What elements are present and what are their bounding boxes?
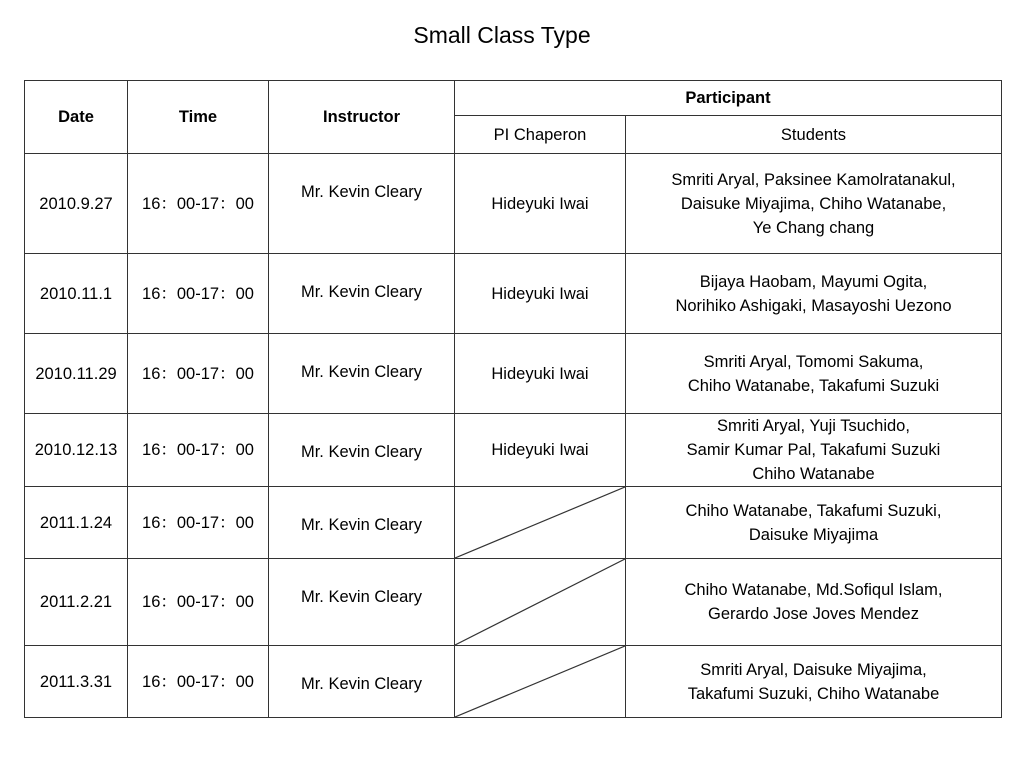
table-row [25,154,1002,254]
instructor-cell: Mr. Kevin Cleary [269,559,455,646]
time-cell: 16：00-17：00 [128,559,269,646]
student-line: Chiho Watanabe, Md.Sofiqul Islam, [684,581,943,599]
instructor-cell: Mr. Kevin Cleary [269,154,455,254]
header-instructor: Instructor [269,81,455,154]
time-cell: 16：00-17：00 [128,646,269,718]
date-cell: 2011.1.24 [25,487,128,559]
time-cell: 16：00-17：00 [128,414,269,487]
diagonal-slash-icon [455,487,625,558]
schedule-rows [25,154,1002,718]
students-cell [626,254,1002,334]
students-cell [626,414,1002,487]
student-line: Smriti Aryal, Paksinee Kamolratanakul, [671,170,956,189]
time-cell: 16：00-17：00 [128,254,269,334]
students-cell [626,334,1002,414]
instructor-cell: Mr. Kevin Cleary [269,334,455,414]
student-line: Chiho Watanabe [752,465,875,483]
instructor-cell: Mr. Kevin Cleary [269,414,455,487]
student-line: Norihiko Ashigaki, Masayoshi Uezono [675,296,952,315]
chaperon-cell: Hideyuki Iwai [455,154,626,254]
instructor-cell: Mr. Kevin Cleary [269,646,455,718]
students-cell [626,154,1002,254]
table-row [25,487,1002,559]
table-row [25,334,1002,414]
student-line: Chiho Watanabe, Takafumi Suzuki [687,376,940,395]
table-row [25,414,1002,487]
header-date: Date [25,81,128,154]
time-cell: 16：00-17：00 [128,154,269,254]
student-line: Chiho Watanabe, Takafumi Suzuki, [685,501,942,520]
date-cell: 2010.11.29 [25,334,128,414]
student-line: Smriti Aryal, Daisuke Miyajima, [700,660,927,679]
date-cell: 2010.11.1 [25,254,128,334]
time-cell: 16：00-17：00 [128,487,269,559]
student-line: Bijaya Haobam, Mayumi Ogita, [699,272,928,291]
chaperon-cell: Hideyuki Iwai [455,254,626,334]
students-cell [626,646,1002,718]
date-cell: 2010.9.27 [25,154,128,254]
diagonal-slash-icon [455,559,625,645]
student-line: Gerardo Jose Joves Mendez [708,605,919,623]
student-line: Ye Chang chang [752,218,875,237]
student-line: Takafumi Suzuki, Chiho Watanabe [687,684,940,703]
header-pi-chaperon: PI Chaperon [455,116,626,154]
date-cell: 2010.12.13 [25,414,128,487]
table-row [25,559,1002,646]
instructor-cell: Mr. Kevin Cleary [269,254,455,334]
date-cell: 2011.2.21 [25,559,128,646]
student-line: Smriti Aryal, Tomomi Sakuma, [703,352,924,371]
table-row [25,646,1002,718]
student-line: Daisuke Miyajima [748,525,879,544]
chaperon-cell-empty [455,646,626,718]
header-students: Students [626,116,1002,154]
time-cell: 16：00-17：00 [128,334,269,414]
header-participant: Participant [455,81,1002,116]
chaperon-cell: Hideyuki Iwai [455,334,626,414]
table-row [25,254,1002,334]
chaperon-cell-empty [455,487,626,559]
chaperon-cell: Hideyuki Iwai [455,414,626,487]
student-line: Smriti Aryal, Yuji Tsuchido, [717,417,910,435]
date-cell: 2011.3.31 [25,646,128,718]
diagonal-slash-icon [455,646,625,717]
page-title: Small Class Type [413,22,591,48]
students-cell [626,487,1002,559]
student-line: Samir Kumar Pal, Takafumi Suzuki [686,441,941,459]
header-time: Time [128,81,269,154]
chaperon-cell-empty [455,559,626,646]
schedule-table [24,80,1002,718]
students-cell [626,559,1002,646]
student-line: Daisuke Miyajima, Chiho Watanabe, [680,194,947,213]
instructor-cell: Mr. Kevin Cleary [269,487,455,559]
